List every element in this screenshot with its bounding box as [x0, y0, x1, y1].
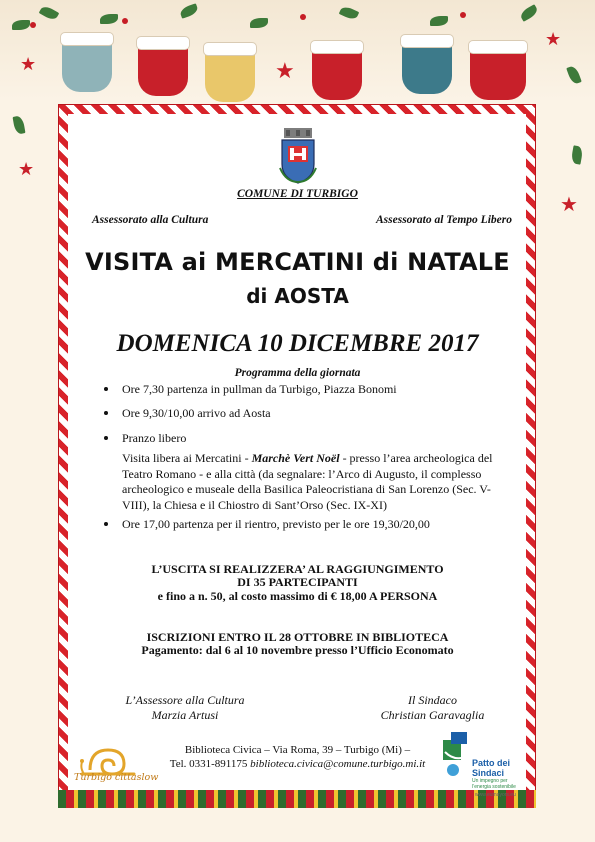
holly-leaf-icon: [179, 3, 199, 19]
payment-info: Pagamento: dal 6 al 10 novembre presso l’Ufficio Economato: [141, 643, 454, 657]
eu-website[interactable]: www.eumayors.eu: [475, 792, 516, 798]
footer-contact: [160, 743, 435, 771]
berry-icon: [122, 18, 128, 24]
registration-deadline: ISCRIZIONI ENTRO IL 28 OTTOBRE IN BIBLIOTECA: [146, 630, 449, 644]
leisure-department: Assessorato al Tempo Libero: [376, 214, 512, 226]
signature-role: L’Assessore alla Cultura: [125, 693, 245, 707]
bullet-icon: [104, 387, 108, 391]
coat-of-arms-icon: [276, 128, 320, 184]
stocking-icon: [402, 34, 452, 94]
bullet-icon: [104, 411, 108, 415]
signature-name: Christian Garavaglia: [380, 708, 485, 722]
stocking-icon: [62, 32, 112, 92]
culture-department: Assessorato alla Cultura: [92, 214, 209, 226]
signature-assessor: [110, 693, 260, 723]
garland-decoration: [0, 0, 595, 100]
page-subtitle: di AOSTA: [246, 284, 349, 308]
berry-icon: [30, 22, 36, 28]
star-icon: ★: [545, 29, 562, 49]
event-date: DOMENICA 10 DICEMBRE 2017: [116, 330, 479, 357]
berry-icon: [460, 12, 466, 18]
holly-leaf-icon: [250, 18, 268, 28]
covenant-subtitle: Un impegno per l’energia sostenibile: [472, 778, 516, 790]
page-title: VISITA ai MERCATINI di NATALE: [85, 248, 510, 276]
notice-line: L’USCITA SI REALIZZERA’ AL RAGGIUNGIMENTO: [151, 562, 444, 576]
covenant-title-line: Sindaci: [472, 768, 505, 778]
signature-mayor: [365, 693, 500, 723]
star-icon: ★: [560, 194, 578, 216]
library-address: Biblioteca Civica – Via Roma, 39 – Turbigo (Mi) –: [184, 744, 411, 756]
covenant-title: [472, 758, 510, 778]
visit-description: [122, 451, 497, 513]
list-item-text: Ore 9,30/10,00 arrivo ad Aosta: [122, 406, 271, 420]
signature-name: Marzia Artusi: [151, 708, 219, 722]
stocking-icon: [470, 40, 526, 100]
visit-prefix: Visita libera ai Mercatini -: [122, 451, 252, 465]
list-item-text: Ore 7,30 partenza in pullman da Turbigo, Piazza Bonomi: [122, 382, 397, 396]
email-link[interactable]: biblioteca.civica@comune.turbigo.mi.it: [250, 758, 426, 770]
municipality-name: COMUNE DI TURBIGO: [237, 188, 358, 200]
holly-leaf-icon: [12, 20, 30, 30]
notice-line: DI 35 PARTECIPANTI: [237, 575, 358, 589]
holly-leaf-icon: [39, 4, 60, 22]
signature-role: Il Sindaco: [408, 693, 457, 707]
notice-line: e fino a n. 50, al costo massimo di € 18,00 A PERSONA: [157, 589, 438, 603]
holly-leaf-icon: [566, 65, 582, 85]
stocking-icon: [312, 40, 362, 100]
cittaslow-label: Turbigo cittaslow: [74, 772, 159, 783]
visit-details: - presso l’area archeologica del Teatro Romano - e alla città (da segnalare: l’Arco di Augusto, il complesso archeologico e museale della Basilica Paleocristiana di San Lorenzo (Sec. V-VIII), la Chiesa e il Chiostro di Sant’Orso (Sec. IX-XI): [122, 451, 493, 512]
bullet-icon: [104, 436, 108, 440]
holly-leaf-icon: [571, 145, 584, 164]
star-icon: ★: [18, 159, 35, 179]
bullet-icon: [104, 522, 108, 526]
holly-leaf-icon: [430, 16, 448, 26]
list-item-text: Ore 17,00 partenza per il rientro, previsto per le ore 19,30/20,00: [122, 517, 430, 531]
program-heading: Programma della giornata: [234, 367, 361, 379]
covenant-title-line: Patto dei: [472, 758, 511, 768]
stocking-icon: [138, 36, 188, 96]
holly-leaf-icon: [339, 5, 360, 22]
holly-leaf-icon: [13, 115, 26, 134]
holly-leaf-icon: [519, 4, 540, 22]
holly-leaf-icon: [100, 14, 118, 24]
contact-line: [160, 757, 435, 771]
phone-number: Tel. 0331-891175: [169, 758, 251, 770]
berry-icon: [300, 14, 306, 20]
star-icon: ★: [275, 58, 295, 83]
market-name: Marchè Vert Noël: [251, 451, 340, 465]
ribbon-band: [58, 790, 536, 808]
star-icon: ★: [20, 54, 37, 74]
stocking-icon: [205, 42, 255, 102]
list-item-text: Pranzo libero: [122, 431, 187, 445]
